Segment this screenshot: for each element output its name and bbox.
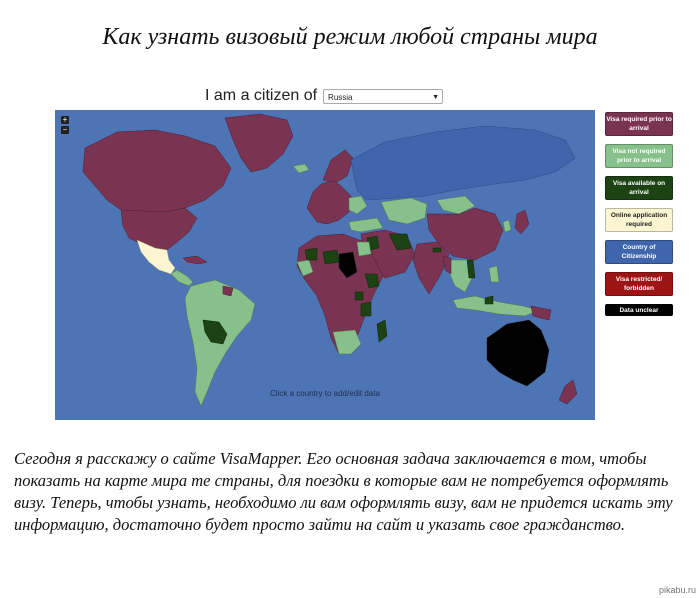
citizenship-label: I am a citizen of <box>205 87 318 104</box>
zoom-out-button[interactable]: − <box>62 125 68 134</box>
watermark: pikabu.ru <box>658 585 696 595</box>
zoom-in-button[interactable]: + <box>62 115 68 124</box>
country-madagascar[interactable] <box>377 320 387 342</box>
country-greenland[interactable] <box>225 114 293 172</box>
legend-item-online-application[interactable]: Online application required <box>605 208 673 232</box>
country-india[interactable] <box>413 242 449 294</box>
legend-item-visa-restricted[interactable]: Visa restricted/ forbidden <box>605 272 673 296</box>
world-map-svg <box>55 110 595 420</box>
map-caption: Click a country to add/edit data <box>270 389 380 398</box>
country-egypt[interactable] <box>357 242 371 256</box>
citizenship-selector-row <box>205 86 443 106</box>
country-russia[interactable] <box>351 126 575 200</box>
country-iceland[interactable] <box>293 164 309 173</box>
legend-item-visa-required[interactable]: Visa required prior to arrival <box>605 112 673 136</box>
region-scandinavia[interactable] <box>323 150 353 182</box>
country-nepal[interactable] <box>433 248 441 252</box>
legend-item-visa-on-arrival[interactable]: Visa available on arrival <box>605 176 673 200</box>
legend-item-country-of-citizenship[interactable]: Country of Citizenship <box>605 240 673 264</box>
region-central-asia[interactable] <box>381 198 427 224</box>
country-timor[interactable] <box>485 296 493 304</box>
country-tanzania[interactable] <box>361 302 371 316</box>
country-niger[interactable] <box>323 250 339 264</box>
country-uganda[interactable] <box>355 292 363 300</box>
country-korea[interactable] <box>503 220 511 232</box>
world-map[interactable] <box>55 110 595 420</box>
dropdown-arrow-icon: ▼ <box>432 93 440 101</box>
country-ukraine[interactable] <box>349 196 367 214</box>
country-png[interactable] <box>531 306 551 320</box>
region-europe[interactable] <box>307 180 351 224</box>
country-guyana[interactable] <box>223 286 233 296</box>
country-mauritania[interactable] <box>305 248 317 260</box>
legend-item-data-unclear[interactable]: Data unclear <box>605 304 673 316</box>
country-philippines[interactable] <box>489 266 499 282</box>
legend-item-visa-not-required[interactable]: Visa not required prior to arrival <box>605 144 673 168</box>
country-turkey[interactable] <box>349 218 383 232</box>
country-select[interactable] <box>323 89 443 104</box>
post-paragraph: Сегодня я расскажу о сайте VisaMapper. Его основная задача заключается в том, чтобы показать на карте мира те страны, для поездки в которые вам не потребуется оформлять визу. Теперь, чтобы узнать, необходимо ли вам оформлять визу, вам не придется искать эту информацию, достаточно будет просто зайти на сайт и указать свое гражданство. <box>14 449 673 534</box>
country-japan[interactable] <box>515 210 529 234</box>
country-indonesia[interactable] <box>453 296 539 316</box>
country-central-america[interactable] <box>171 270 193 286</box>
country-canada[interactable] <box>83 130 231 214</box>
country-select-value: Russia <box>328 92 353 102</box>
country-caribbean[interactable] <box>183 256 207 264</box>
country-australia[interactable] <box>487 320 549 386</box>
country-myanmar[interactable] <box>443 256 451 274</box>
post-title: Как узнать визовый режим любой страны мира <box>102 24 598 50</box>
country-usa[interactable] <box>121 208 197 250</box>
